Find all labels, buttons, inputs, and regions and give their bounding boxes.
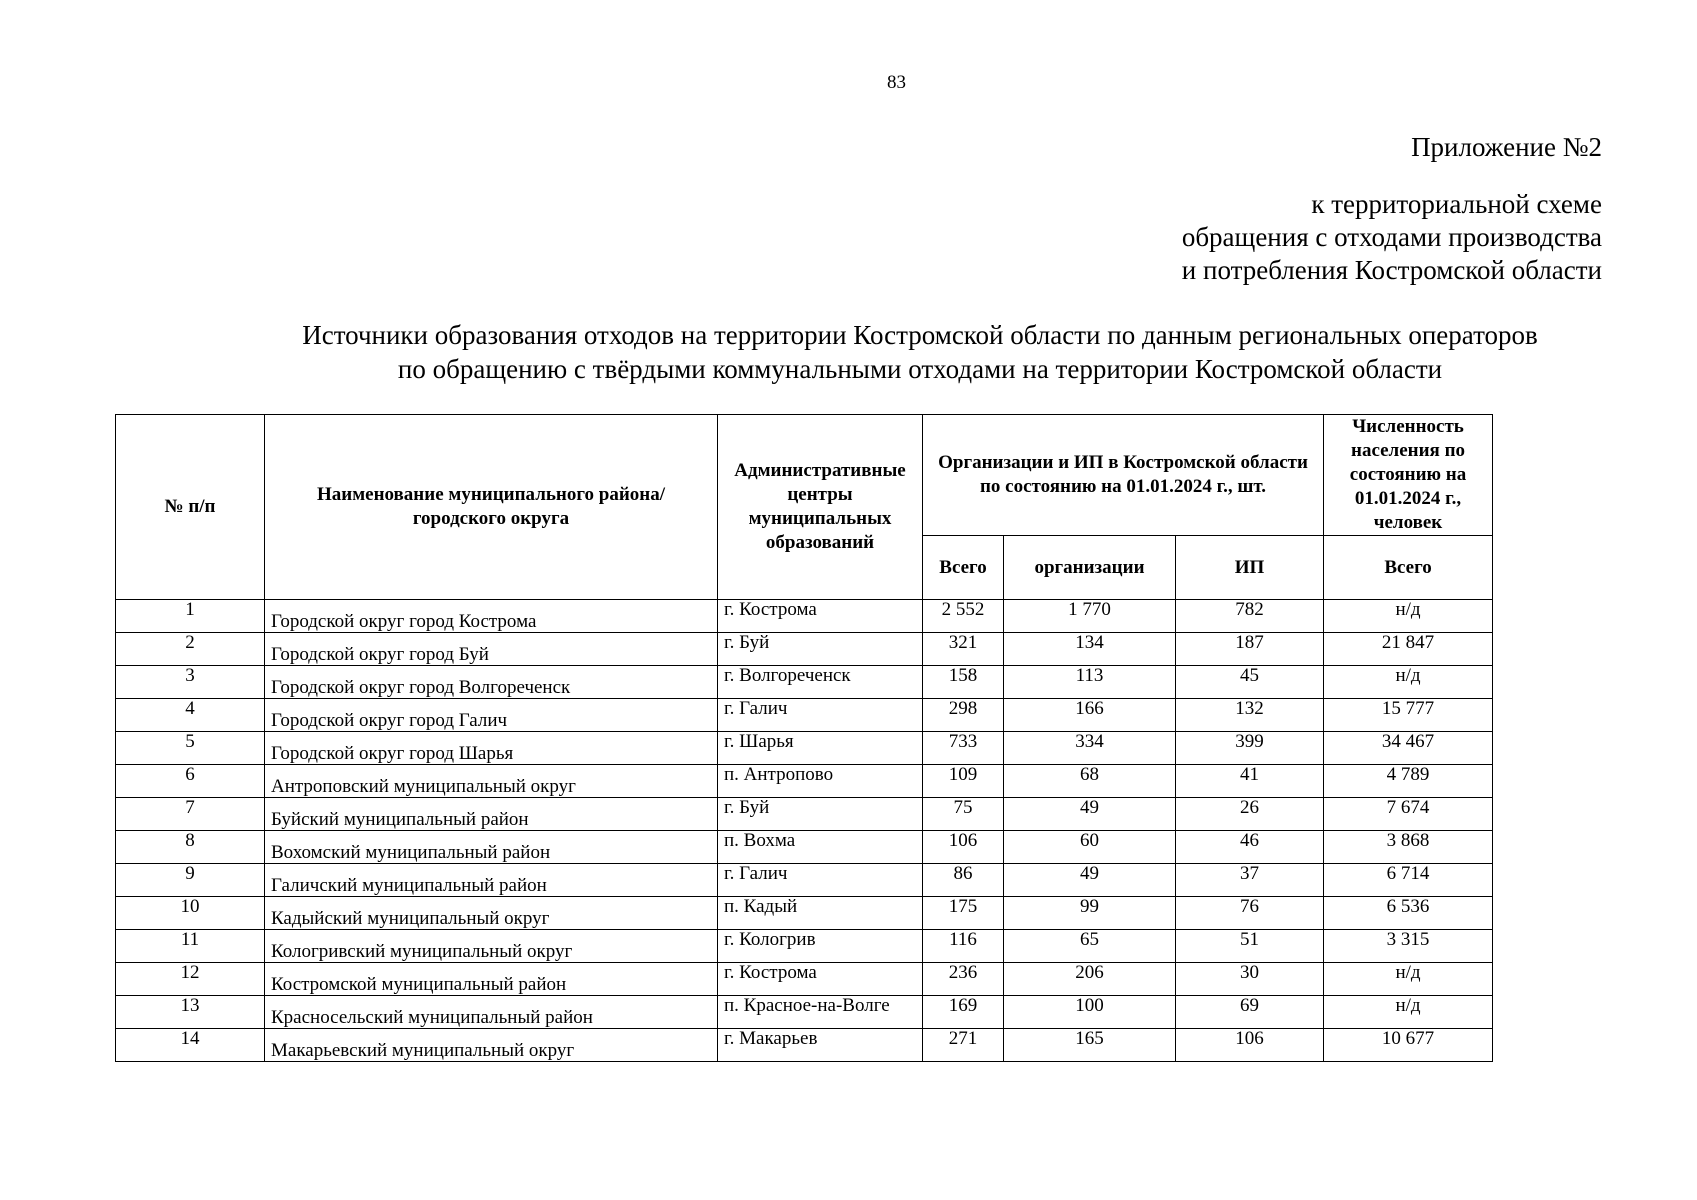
- cell-organizations: 49: [1004, 864, 1176, 897]
- cell-organizations: 68: [1004, 765, 1176, 798]
- appendix-subtitle-line: к территориальной схеме: [1311, 189, 1602, 219]
- cell-total: 271: [923, 1029, 1004, 1062]
- cell-total: 298: [923, 699, 1004, 732]
- cell-total: 158: [923, 666, 1004, 699]
- cell-population: н/д: [1324, 600, 1493, 633]
- cell-num: 13: [116, 996, 265, 1029]
- cell-ip: 45: [1176, 666, 1324, 699]
- header-admin-center: Административные центры муниципальных образований: [718, 415, 923, 600]
- cell-total: 169: [923, 996, 1004, 1029]
- cell-admin-center: г. Кострома: [718, 600, 923, 633]
- cell-admin-center: г. Буй: [718, 633, 923, 666]
- cell-population: н/д: [1324, 963, 1493, 996]
- cell-organizations: 60: [1004, 831, 1176, 864]
- cell-total: 75: [923, 798, 1004, 831]
- header-num: № п/п: [116, 415, 265, 600]
- table-row: [116, 699, 1493, 732]
- cell-ip: 76: [1176, 897, 1324, 930]
- header-orgs-ip: ИП: [1176, 536, 1324, 600]
- table-row: [116, 732, 1493, 765]
- table-row: [116, 897, 1493, 930]
- document-title-line: по обращению с твёрдыми коммунальными отходами на территории Костромской области: [397, 354, 1443, 384]
- cell-num: 7: [116, 798, 265, 831]
- cell-total: 733: [923, 732, 1004, 765]
- cell-population: 3 868: [1324, 831, 1493, 864]
- cell-population: н/д: [1324, 996, 1493, 1029]
- cell-name: Костромской муниципальный район: [265, 963, 718, 996]
- cell-name: Буйский муниципальный район: [265, 798, 718, 831]
- cell-admin-center: п. Кадый: [718, 897, 923, 930]
- cell-name: Городской округ город Волгореченск: [265, 666, 718, 699]
- cell-admin-center: г. Макарьев: [718, 1029, 923, 1062]
- cell-admin-center: п. Красное-на-Волге: [718, 996, 923, 1029]
- header-population-total: Всего: [1324, 536, 1493, 600]
- cell-organizations: 65: [1004, 930, 1176, 963]
- cell-admin-center: г. Галич: [718, 699, 923, 732]
- appendix-subtitle-line: обращения с отходами производства: [1181, 222, 1602, 252]
- cell-total: 109: [923, 765, 1004, 798]
- cell-num: 11: [116, 930, 265, 963]
- waste-sources-table: [115, 414, 1493, 1062]
- document-title-line: Источники образования отходов на территории Костромской области по данным региональных операторов: [302, 320, 1538, 350]
- page-number: 83: [887, 72, 906, 93]
- cell-num: 3: [116, 666, 265, 699]
- table-row: [116, 996, 1493, 1029]
- cell-admin-center: г. Галич: [718, 864, 923, 897]
- cell-population: 7 674: [1324, 798, 1493, 831]
- table-row: [116, 633, 1493, 666]
- table-row: [116, 831, 1493, 864]
- cell-ip: 782: [1176, 600, 1324, 633]
- table-row: [116, 666, 1493, 699]
- cell-total: 86: [923, 864, 1004, 897]
- cell-organizations: 166: [1004, 699, 1176, 732]
- table-row: [116, 765, 1493, 798]
- cell-num: 8: [116, 831, 265, 864]
- cell-admin-center: г. Буй: [718, 798, 923, 831]
- cell-population: 6 536: [1324, 897, 1493, 930]
- appendix-subtitle-line: и потребления Костромской области: [1181, 255, 1602, 285]
- cell-num: 2: [116, 633, 265, 666]
- cell-total: 321: [923, 633, 1004, 666]
- cell-admin-center: г. Шарья: [718, 732, 923, 765]
- document-title: [240, 318, 1600, 386]
- cell-name: Городской округ город Галич: [265, 699, 718, 732]
- cell-total: 2 552: [923, 600, 1004, 633]
- cell-num: 10: [116, 897, 265, 930]
- cell-name: Антроповский муниципальный округ: [265, 765, 718, 798]
- cell-ip: 37: [1176, 864, 1324, 897]
- cell-ip: 132: [1176, 699, 1324, 732]
- header-orgs-group: Организации и ИП в Костромской области по состоянию на 01.01.2024 г., шт.: [923, 415, 1324, 536]
- cell-ip: 399: [1176, 732, 1324, 765]
- cell-num: 9: [116, 864, 265, 897]
- cell-num: 1: [116, 600, 265, 633]
- cell-ip: 51: [1176, 930, 1324, 963]
- cell-total: 236: [923, 963, 1004, 996]
- table-row: [116, 600, 1493, 633]
- cell-name: Красносельский муниципальный район: [265, 996, 718, 1029]
- cell-population: н/д: [1324, 666, 1493, 699]
- cell-name: Городской округ город Шарья: [265, 732, 718, 765]
- cell-name: Кадыйский муниципальный округ: [265, 897, 718, 930]
- table-row: [116, 930, 1493, 963]
- cell-num: 4: [116, 699, 265, 732]
- header-name: Наименование муниципального района/ городского округа: [265, 415, 718, 600]
- cell-total: 106: [923, 831, 1004, 864]
- cell-admin-center: п. Антропово: [718, 765, 923, 798]
- cell-population: 3 315: [1324, 930, 1493, 963]
- header-orgs-total: Всего: [923, 536, 1004, 600]
- table-row: [116, 864, 1493, 897]
- cell-organizations: 206: [1004, 963, 1176, 996]
- cell-num: 6: [116, 765, 265, 798]
- cell-organizations: 134: [1004, 633, 1176, 666]
- cell-name: Макарьевский муниципальный округ: [265, 1029, 718, 1062]
- cell-organizations: 99: [1004, 897, 1176, 930]
- table-row: [116, 963, 1493, 996]
- cell-population: 21 847: [1324, 633, 1493, 666]
- cell-organizations: 165: [1004, 1029, 1176, 1062]
- appendix-title: Приложение №2: [1411, 132, 1602, 162]
- cell-ip: 187: [1176, 633, 1324, 666]
- cell-population: 15 777: [1324, 699, 1493, 732]
- cell-total: 116: [923, 930, 1004, 963]
- header-population-group: Численность населения по состоянию на 01.01.2024 г., человек: [1324, 415, 1493, 536]
- cell-organizations: 334: [1004, 732, 1176, 765]
- header-orgs-organizations: организации: [1004, 536, 1176, 600]
- cell-ip: 41: [1176, 765, 1324, 798]
- table-row: [116, 798, 1493, 831]
- cell-name: Галичский муниципальный район: [265, 864, 718, 897]
- appendix-subtitle: [1182, 188, 1602, 287]
- cell-organizations: 113: [1004, 666, 1176, 699]
- cell-ip: 26: [1176, 798, 1324, 831]
- cell-name: Городской округ город Кострома: [265, 600, 718, 633]
- cell-num: 12: [116, 963, 265, 996]
- cell-name: Кологривский муниципальный округ: [265, 930, 718, 963]
- cell-num: 14: [116, 1029, 265, 1062]
- cell-num: 5: [116, 732, 265, 765]
- cell-total: 175: [923, 897, 1004, 930]
- cell-ip: 30: [1176, 963, 1324, 996]
- cell-organizations: 49: [1004, 798, 1176, 831]
- cell-admin-center: г. Волгореченск: [718, 666, 923, 699]
- cell-population: 34 467: [1324, 732, 1493, 765]
- cell-population: 10 677: [1324, 1029, 1493, 1062]
- cell-admin-center: г. Кологрив: [718, 930, 923, 963]
- cell-organizations: 100: [1004, 996, 1176, 1029]
- cell-population: 6 714: [1324, 864, 1493, 897]
- cell-ip: 69: [1176, 996, 1324, 1029]
- cell-ip: 106: [1176, 1029, 1324, 1062]
- table-body: [116, 600, 1493, 1062]
- cell-admin-center: г. Кострома: [718, 963, 923, 996]
- cell-admin-center: п. Вохма: [718, 831, 923, 864]
- cell-organizations: 1 770: [1004, 600, 1176, 633]
- cell-ip: 46: [1176, 831, 1324, 864]
- cell-name: Городской округ город Буй: [265, 633, 718, 666]
- table-row: [116, 1029, 1493, 1062]
- cell-name: Вохомский муниципальный район: [265, 831, 718, 864]
- cell-population: 4 789: [1324, 765, 1493, 798]
